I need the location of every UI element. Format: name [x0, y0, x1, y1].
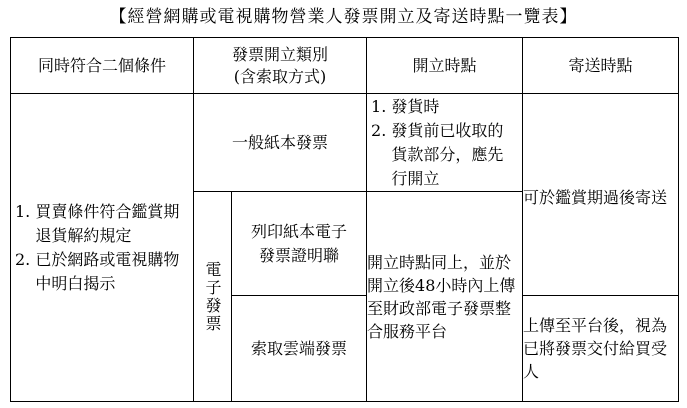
send-cloud-cell [523, 296, 679, 402]
electronic-invoice-label: 電子發票 [203, 260, 222, 333]
send-cloud-text: 上傳至平台後，視為已將發票交付給買受人 [523, 316, 668, 381]
paper-invoice-cell [194, 94, 367, 192]
condition-item: 2. 已於網路或電視購物中明白揭示 [15, 249, 180, 293]
conditions-cell [11, 94, 194, 402]
header-issue-time-label: 開立時點 [412, 55, 477, 75]
issue-paper-cell [367, 94, 523, 192]
header-invoice-type [194, 38, 367, 94]
header-type-line1: 發票開立類別 [232, 44, 329, 64]
send-paper-cell [523, 94, 679, 296]
header-conditions [11, 38, 194, 94]
header-conditions-label: 同時符合二個條件 [37, 55, 166, 75]
paper-invoice-label: 一般紙本發票 [232, 132, 329, 152]
cloud-invoice-cell [232, 296, 367, 402]
page-title: 【經營網購或電視購物營業人發票開立及寄送時點一覽表】 [109, 7, 578, 27]
condition-item: 1. 買賣條件符合鑑賞期退貨解約規定 [15, 201, 180, 245]
send-paper-text: 可於鑑賞期過後寄送 [523, 188, 668, 207]
header-issue-time [367, 38, 523, 94]
header-type-line2: (含索取方式) [233, 66, 327, 86]
cloud-invoice-label: 索取雲端發票 [251, 338, 348, 358]
electronic-invoice-cell [194, 192, 232, 402]
printed-proof-cell [232, 192, 367, 296]
issue-paper-item: 2. 發貨前已收取的貨款部分，應先行開立 [371, 120, 504, 188]
issue-paper-list [367, 95, 522, 191]
issue-electronic-text: 開立時點同上，並於開立後48小時內上傳至財政部電子發票整合服務平台 [367, 252, 516, 341]
header-send-time [523, 38, 679, 94]
issue-electronic-cell [367, 192, 523, 402]
header-send-time-label: 寄送時點 [568, 55, 633, 75]
issue-paper-item: 1. 發貨時 [371, 96, 440, 116]
printed-proof-line1: 列印紙本電子 [251, 221, 348, 241]
invoice-timing-table [10, 37, 679, 402]
printed-proof-line2: 發票證明聯 [259, 245, 340, 265]
conditions-list [11, 200, 193, 296]
